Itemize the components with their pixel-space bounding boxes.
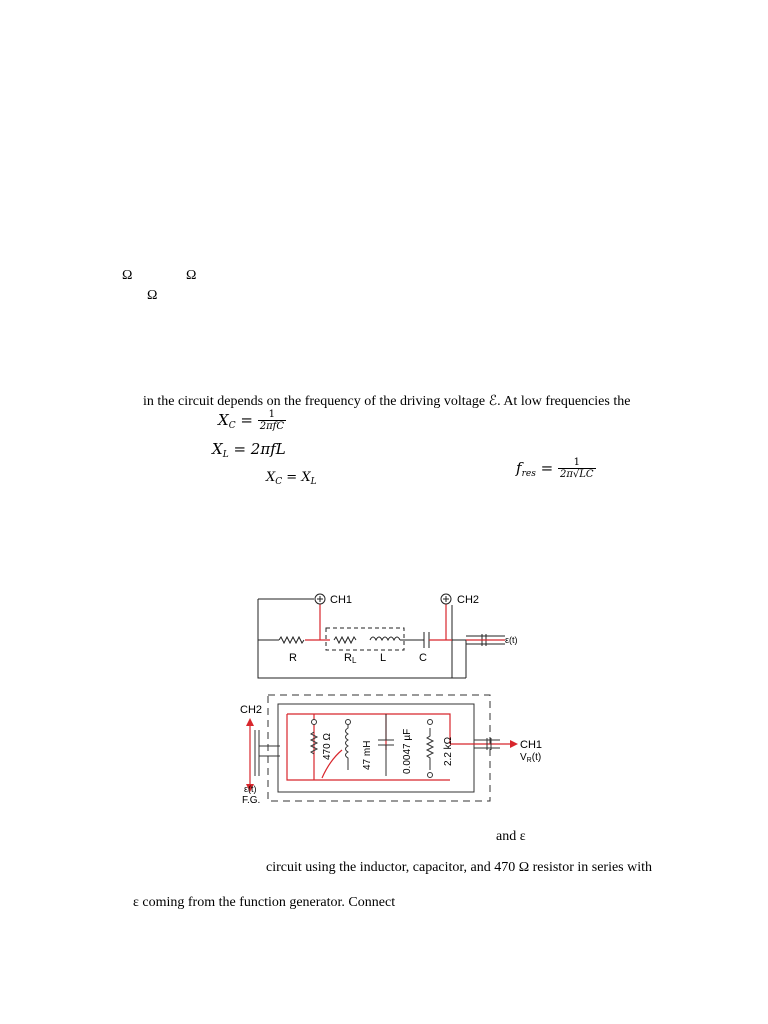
omega-symbol-2: Ω [186,268,197,283]
vr-label: $V_R(t)$ [520,752,542,764]
equation-xl: $X_L = 2\pi fL$ [212,440,286,460]
paragraph-line: in the circuit depends on the frequency of the driving voltage ℰ. At low frequencies the [143,394,631,409]
circuit-line: circuit using the inductor, capacitor, and 470 Ω resistor in series with [266,860,653,875]
function-generator-label: F.G. [242,795,261,806]
source-label: ε(t) [244,784,257,794]
equation-xc: $X_C$ = $\frac{1}{\text{2πfC}}$ [218,409,284,432]
ch1-label: CH1 [520,739,543,751]
c-label: C [419,652,427,664]
source-label: ε(t) [505,635,518,645]
ch2-label: CH2 [240,704,263,716]
omega-symbol-1: Ω [122,268,133,283]
rl-label: RL [344,652,357,665]
resistor-470-label: 470 Ω [322,733,333,760]
series-rlc-schematic [250,585,540,685]
and-epsilon-text: and ε [496,829,526,844]
capacitor-label: 0.0047 µF [402,728,413,774]
ch2-label: CH2 [457,594,480,606]
equation-fres: $f_{res}$ = $\frac{1}{2\pi√LC}$ [516,457,594,480]
omega-symbol-3: Ω [147,288,158,303]
equation-resonance-condition: $X_C = X_L$ [266,470,317,487]
r-label: R [289,652,297,664]
inductor-47mh-label: 47 mH [362,740,373,770]
l-label: L [380,652,387,664]
resistor-2k2-label: 2.2 kΩ [443,736,454,766]
ch1-label: CH1 [330,594,353,606]
breadboard-layout [238,690,558,810]
epsilon-line: ε coming from the function generator. Connect [133,895,396,910]
